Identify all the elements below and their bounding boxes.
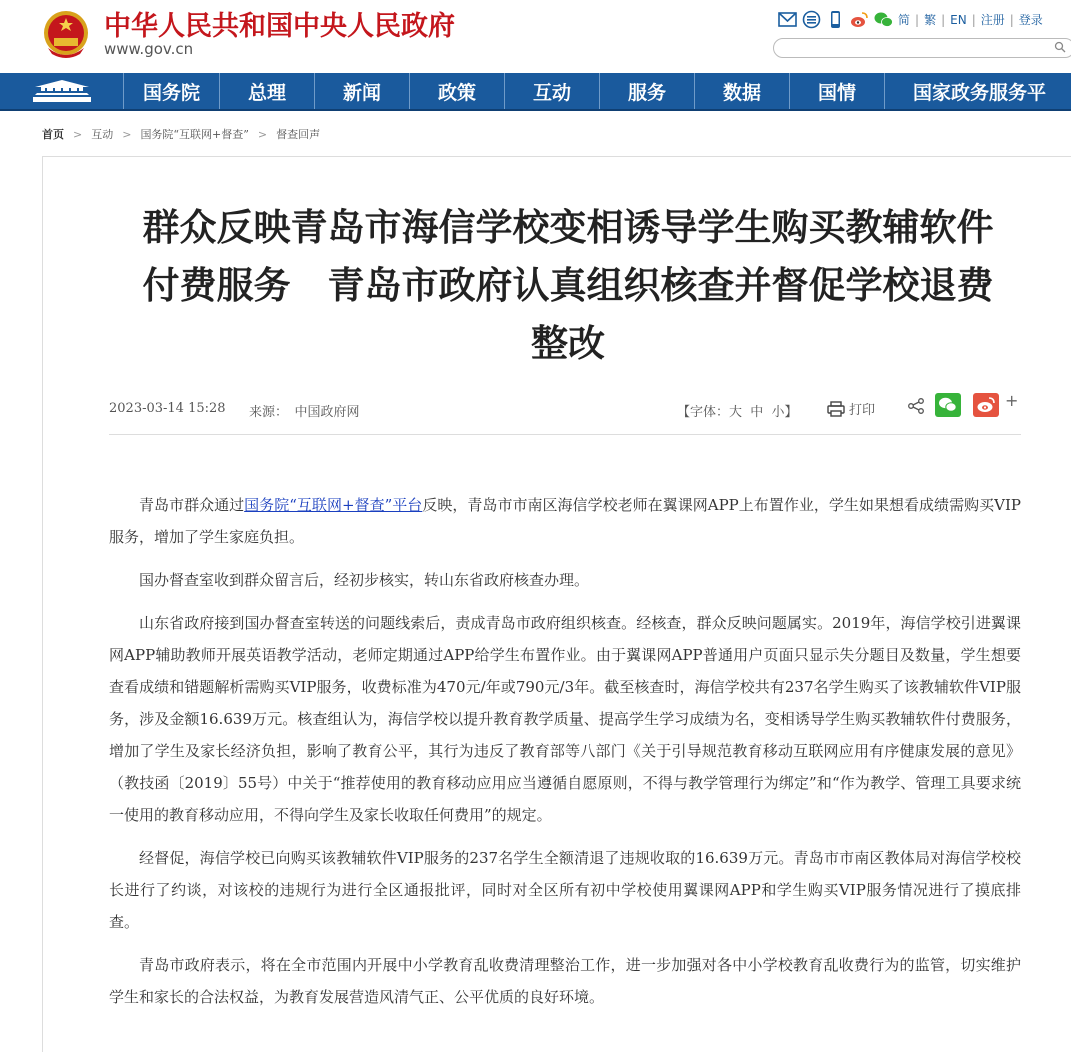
weibo-icon[interactable] bbox=[850, 10, 869, 29]
rss-icon[interactable] bbox=[802, 10, 821, 29]
article-source: 来源： 中国政府网 bbox=[249, 405, 360, 420]
search-input[interactable] bbox=[773, 38, 1071, 58]
mail-icon[interactable] bbox=[778, 10, 797, 29]
paragraph-text: 青岛市群众通过 bbox=[139, 496, 245, 514]
site-header bbox=[0, 0, 1071, 73]
wechat-share-button[interactable] bbox=[935, 393, 961, 417]
divider: | bbox=[915, 12, 920, 27]
article-paragraph: 国办督查室收到群众留言后，经初步核实，转山东省政府核查办理。 bbox=[139, 571, 590, 589]
weibo-share-button[interactable] bbox=[973, 393, 999, 417]
title-line: 整改 bbox=[531, 322, 605, 365]
publish-datetime: 2023-03-14 15:28 bbox=[109, 401, 226, 416]
divider: | bbox=[971, 12, 976, 27]
wechat-icon bbox=[935, 393, 961, 417]
font-size-controls[interactable]: 【字体：大 中 小】 bbox=[677, 405, 798, 420]
nav-item-national-info[interactable]: 国情 bbox=[789, 73, 884, 109]
article-meta bbox=[109, 391, 1021, 435]
share-icon[interactable] bbox=[907, 397, 925, 415]
title-line: 群众反映青岛市海信学校变相诱导学生购买教辅软件 bbox=[142, 206, 994, 249]
breadcrumb-interaction[interactable]: 互动 bbox=[91, 128, 114, 141]
paragraph-text: 反映，青岛市市南区海信学校老师在翼课网APP上布置作业，学生如果想看成绩需购买VIP服务，增加了学生家庭负担。 bbox=[109, 496, 1021, 546]
breadcrumb-home[interactable]: 首页 bbox=[42, 128, 64, 141]
nav-item-state-council[interactable]: 国务院 bbox=[123, 73, 219, 109]
nav-item-interaction[interactable]: 互动 bbox=[504, 73, 599, 109]
article-container bbox=[42, 156, 1071, 1052]
site-name[interactable]: 中华人民共和国中央人民政府 bbox=[104, 11, 455, 42]
register-link[interactable]: 注册 bbox=[980, 13, 1005, 27]
nav-item-data[interactable]: 数据 bbox=[694, 73, 789, 109]
nav-item-service[interactable]: 服务 bbox=[599, 73, 694, 109]
print-label: 打印 bbox=[849, 403, 876, 418]
top-links bbox=[778, 10, 1043, 29]
print-button[interactable] bbox=[827, 399, 875, 418]
title-line: 付费服务 青岛市政府认真组织核查并督促学校退费 bbox=[142, 264, 994, 307]
chevron-right-icon: > bbox=[122, 128, 132, 141]
article-title bbox=[113, 199, 1023, 373]
breadcrumb-inspection-echo[interactable]: 督查回声 bbox=[276, 128, 321, 141]
article-paragraph bbox=[109, 489, 1021, 553]
nav-item-policy[interactable]: 政策 bbox=[409, 73, 504, 109]
chevron-right-icon: > bbox=[257, 128, 268, 141]
divider: | bbox=[941, 12, 946, 27]
tiananmen-icon bbox=[31, 78, 93, 104]
mobile-icon[interactable] bbox=[826, 10, 845, 29]
lang-english-link[interactable]: EN bbox=[950, 12, 967, 27]
nav-item-news[interactable]: 新闻 bbox=[314, 73, 409, 109]
nav-item-gov-service-platform[interactable]: 国家政务服务平 bbox=[884, 73, 1071, 109]
more-share-icon[interactable]: + bbox=[1005, 391, 1019, 410]
article-paragraph: 山东省政府接到国办督查室转送的问题线索后，责成青岛市政府组织核查。经核查，群众反映问题属实。2019年，海信学校引进翼课网APP辅助教师开展英语教学活动，老师定期通过APP给学生布置作业。由于翼课网APP普通用户页面只显示失分题目及数量，学生想要查看成绩和错题解析需购买VIP服务，收费标准为470元/年或790元/3年。截至核查时，海信学校共有237名学生购买了该教辅软件VIP服务，涉及金额16.639万元。核查组认为，海信学校以提升教育教学质量、提高学生学习成绩为名，变相诱导学生购买教辅软件付费服务，增加了学生及家长经济负担，影响了教育公平，其行为违反了教育部等八部门《关于引导规范教育移动互联网应用有序健康发展的意见》（教技函〔2019〕55号）中关于“推荐使用的教育移动应用应当遵循自愿原则，不得与教学管理行为绑定”和“作为教学、管理工具要求统一使用的教育移动应用，不得向学生及家长收取任何费用”的规定。 bbox=[109, 614, 1021, 824]
national-emblem-icon[interactable] bbox=[42, 8, 90, 60]
article-paragraph: 经督促，海信学校已向购买该教辅软件VIP服务的237名学生全额清退了违规收取的16.639万元。青岛市市南区教体局对海信学校校长进行了约谈，对该校的违规行为进行全区通报批评，同时对全区所有初中学校使用翼课网APP和学生购买VIP服务情况进行了摸底排查。 bbox=[109, 849, 1021, 931]
breadcrumb bbox=[42, 126, 320, 142]
weibo-icon bbox=[973, 393, 999, 417]
nav-item-premier[interactable]: 总理 bbox=[219, 73, 314, 109]
breadcrumb-internet-inspection[interactable]: 国务院“互联网+督查” bbox=[140, 128, 249, 141]
lang-simplified-link[interactable]: 简 bbox=[898, 13, 911, 27]
article-paragraph: 青岛市政府表示，将在全市范围内开展中小学教育乱收费清理整治工作，进一步加强对各中小学校教育乱收费行为的监管，切实维护学生和家长的合法权益，为教育发展营造风清气正、公平优质的良好环境。 bbox=[109, 956, 1021, 1006]
internet-inspection-platform-link[interactable]: 国务院“互联网+督查”平台 bbox=[244, 496, 423, 514]
main-nav bbox=[0, 73, 1071, 111]
print-icon bbox=[827, 401, 845, 417]
wechat-icon[interactable] bbox=[874, 10, 893, 29]
chevron-right-icon: > bbox=[73, 128, 83, 141]
article-body bbox=[109, 489, 1021, 1024]
nav-home[interactable] bbox=[0, 73, 123, 109]
site-domain: www.gov.cn bbox=[104, 40, 194, 58]
lang-traditional-link[interactable]: 繁 bbox=[924, 13, 937, 27]
search-icon[interactable] bbox=[1054, 41, 1066, 53]
divider: | bbox=[1009, 12, 1014, 27]
login-link[interactable]: 登录 bbox=[1018, 13, 1043, 27]
